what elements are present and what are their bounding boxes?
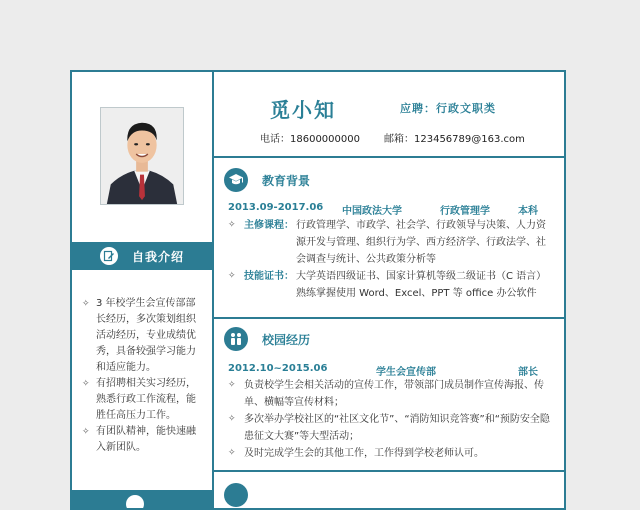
list-item: ✧ 及时完成学生会的其他工作，工作得到学校老师认可。 <box>228 445 554 462</box>
education-header <box>214 165 310 195</box>
campus-title: 校园经历 <box>262 332 311 347</box>
campus-role: 部长 <box>518 367 538 378</box>
graduation-cap-icon <box>224 168 248 192</box>
name-row <box>214 94 564 120</box>
self-intro-title: 自我介绍 <box>131 249 184 264</box>
phone-text: 电话：18600000000 <box>260 134 360 145</box>
diamond-bullet-icon: ✧ <box>82 299 90 309</box>
diamond-bullet-icon: ✧ <box>228 414 236 424</box>
education-title: 教育背景 <box>262 173 311 188</box>
resume-main <box>214 72 564 508</box>
campus-header <box>214 324 310 354</box>
education-details <box>228 217 554 302</box>
list-item <box>228 217 554 268</box>
list-item <box>228 268 554 302</box>
list-item: ✧ 3 年校学生会宣传部部长经历，多次策划组织活动经历，专业成绩优秀，具备较强学习能力和适应能力。 <box>82 296 202 376</box>
diamond-bullet-icon: ✧ <box>82 379 90 389</box>
apply-position: 应聘：行政文职类 <box>400 102 496 115</box>
section-icon <box>224 483 248 507</box>
list-item: ✧ 有团队精神，能快速融入新团队。 <box>82 424 202 456</box>
self-intro-header <box>72 242 212 270</box>
resume-page <box>70 70 566 510</box>
diamond-bullet-icon: ✧ <box>82 427 90 437</box>
resume-sidebar <box>72 72 214 508</box>
major-name: 行政管理学 <box>440 206 490 217</box>
candidate-name: 觅小知 <box>270 98 336 122</box>
next-section-header <box>214 480 262 510</box>
divider <box>214 156 564 158</box>
list-item: ✧ 负责校学生会相关活动的宣传工作，带领部门成员制作宣传海报、传单、横幅等宣传材料； <box>228 377 554 411</box>
divider <box>214 317 564 319</box>
self-intro-list <box>82 296 202 456</box>
diamond-bullet-icon: ✧ <box>228 220 236 230</box>
email-text: 邮箱：123456789@163.com <box>384 134 525 145</box>
people-icon <box>224 327 248 351</box>
campus-details <box>228 377 554 462</box>
sidebar-next-section-header <box>72 490 212 510</box>
diamond-bullet-icon: ✧ <box>228 448 236 458</box>
school-name: 中国政法大学 <box>342 206 402 217</box>
divider <box>214 470 564 472</box>
profile-photo <box>100 107 184 205</box>
diamond-bullet-icon: ✧ <box>228 380 236 390</box>
list-item: ✧ 多次举办学校社区的“社区文化节”、“消防知识竞答赛”和“预防安全隐患征文大赛”等大型活动； <box>228 411 554 445</box>
campus-org: 学生会宣传部 <box>376 367 436 378</box>
courses-text: 行政管理学、市政学、社会学、行政领导与决策、人力资源开发与管理、组织行为学、西方经济学、行政法学、社会调查与统计、公共政策分析等 <box>296 220 546 265</box>
section-icon <box>126 495 144 510</box>
campus-period: 2012.10~2015.06 <box>228 363 328 374</box>
degree-name: 本科 <box>518 206 538 217</box>
skills-text: 大学英语四级证书、国家计算机等级二级证书（C 语言）熟练掌握使用 Word、Excel、PPT 等 office 办公软件 <box>296 271 547 299</box>
skills-label: 技能证书： <box>244 271 294 282</box>
education-period: 2013.09-2017.06 <box>228 202 324 213</box>
diamond-bullet-icon: ✧ <box>228 271 236 281</box>
list-item: ✧ 有招聘相关实习经历，熟悉行政工作流程，能胜任高压力工作。 <box>82 376 202 424</box>
courses-label: 主修课程： <box>244 220 294 231</box>
pencil-icon <box>100 247 118 265</box>
